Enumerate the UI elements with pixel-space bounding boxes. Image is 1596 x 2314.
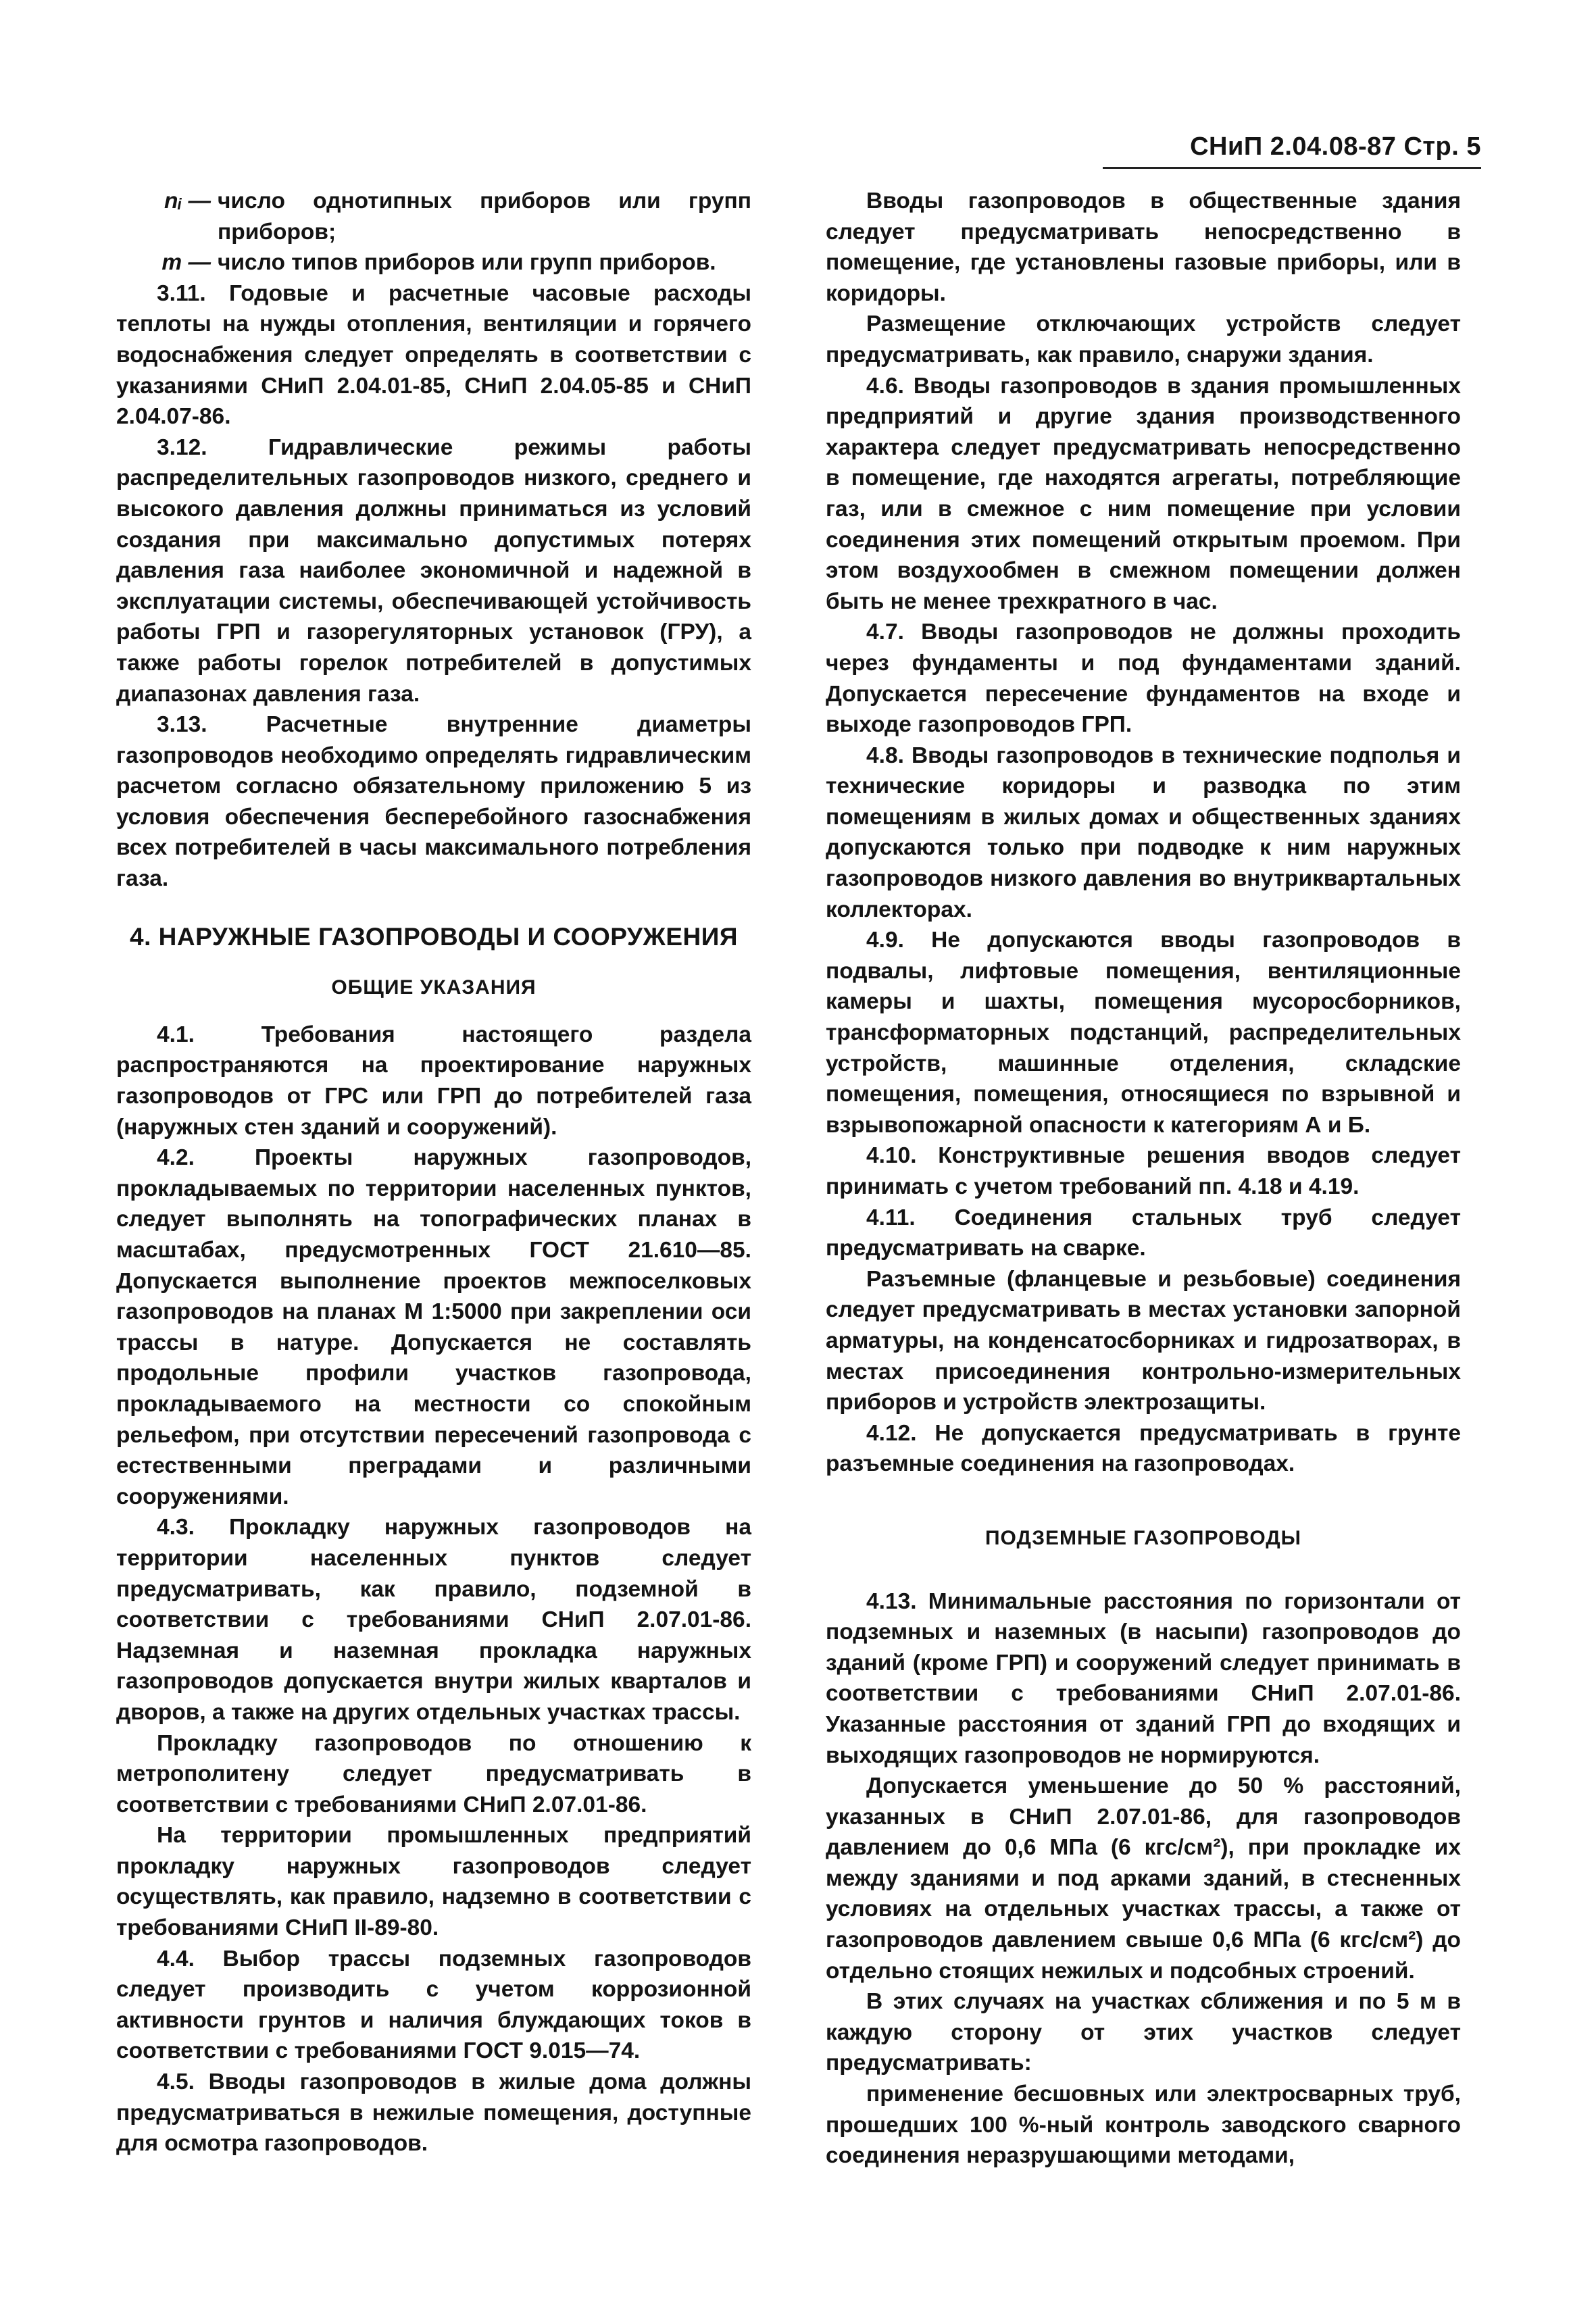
paragraph-4-13: 4.13. Минимальные расстояния по горизонтали от подземных и наземных (в насыпи) газопроводов до зданий (кроме ГРП) и сооружений следует принимать в соответствии с требованиями СНиП 2.07.01-86. Указанные расстояния от зданий ГРП до входящих и выходящих газопроводов не нормируются.	[826, 1588, 1461, 1768]
paragraph-4-13-pipes: применение бесшовных или электросварных труб, прошедших 100 %-ный контроль заводского сварного соединения неразрушающими методами,	[826, 2082, 1461, 2169]
paragraph-4-3-industrial: На территории промышленных предприятий прокладку наружных газопроводов следует осуществлять, как правило, надземно в соответствии с требованиями СНиП II-89-80.	[116, 1823, 751, 1941]
definition-ni	[116, 186, 751, 247]
paragraph-4-2: 4.2. Проекты наружных газопроводов, прокладываемых по территории населенных пунктов, следует выполнять на топографических планах в масштабах, предусмотренных ГОСТ 21.610—85. Допускается выполнение проектов межпоселковых газопроводов на планах М 1:5000 при закреплении оси трассы в натуре. Допускается не составлять продольные профили участков газопровода, прокладываемого на местности со спокойным рельефом, при отсутствии пересечений газопровода с естественными преградами и различными сооружениями.	[116, 1145, 751, 1509]
paragraph-4-5-valves: Размещение отключающих устройств следует предусматривать, как правило, снаружи здания.	[826, 311, 1461, 368]
subsection-heading: ОБЩИЕ УКАЗАНИЯ	[331, 976, 537, 999]
paragraph-4-12: 4.12. Не допускается предусматривать в грунте разъемные соединения на газопроводах.	[826, 1420, 1461, 1477]
section-heading: 4. НАРУЖНЫЕ ГАЗОПРОВОДЫ И СООРУЖЕНИЯ	[130, 922, 738, 951]
paragraph-3-13: 3.13. Расчетные внутренние диаметры газопроводов необходимо определять гидравлическим расчетом согласно обязательному приложению 5 из условия обеспечения бесперебойного газоснабжения всех потребителей в часы максимального потребления газа.	[116, 712, 751, 892]
paragraph-4-4: 4.4. Выбор трассы подземных газопроводов следует производить с учетом коррозионной активности грунтов и наличия блуждающих токов в соответствии с требованиями ГОСТ 9.015—74.	[116, 1946, 751, 2064]
definition-symbol: nᵢ —	[164, 188, 211, 213]
paragraph-4-7: 4.7. Вводы газопроводов не должны проходить через фундаменты и под фундаментами зданий. Допускается пересечение фундаментов на входе и выходе газопроводов ГРП.	[826, 620, 1461, 738]
paragraph-3-12: 3.12. Гидравлические режимы работы распределительных газопроводов низкого, среднего и высокого давления должны приниматься из условий создания при максимально допустимых потерях давления газа наиболее экономичной и надежной в эксплуатации системы, обеспечивающей устойчивость работы ГРП и газорегуляторных установок (ГРУ), а также работы горелок потребителей в допустимых диапазонах давления газа.	[116, 434, 751, 707]
paragraph-4-10: 4.10. Конструктивные решения вводов следует принимать с учетом требований пп. 4.18 и 4.19.	[826, 1143, 1461, 1199]
left-column	[116, 186, 751, 2159]
paragraph-4-13-cases: В этих случаях на участках сближения и по 5 м в каждую сторону от этих участков следует предусматривать:	[826, 1989, 1461, 2076]
definition-m	[116, 247, 751, 278]
paragraph-4-5: 4.5. Вводы газопроводов в жилые дома должны предусматриваться в нежилые помещения, доступные для осмотра газопроводов.	[116, 2069, 751, 2157]
definition-symbol: m —	[161, 250, 211, 276]
subsection-heading: ПОДЗЕМНЫЕ ГАЗОПРОВОДЫ	[984, 1526, 1302, 1549]
paragraph-3-11: 3.11. Годовые и расчетные часовые расходы теплоты на нужды отопления, вентиляции и горячего водоснабжения следует определять в соответствии с указаниями СНиП 2.04.01-85, СНиП 2.04.05-85 и СНиП 2.04.07-86.	[116, 280, 751, 430]
paragraph-4-3-metro: Прокладку газопроводов по отношению к метрополитену следует предусматривать в соответствии с требованиями СНиП 2.07.01-86.	[116, 1730, 751, 1817]
running-head: СНиП 2.04.08-87 Стр. 5	[1103, 132, 1481, 169]
definition-text: число однотипных приборов или групп приборов;	[218, 188, 751, 245]
paragraph-4-9: 4.9. Не допускаются вводы газопроводов в подвалы, лифтовые помещения, вентиляционные камеры и шахты, помещения мусоросборников, трансформаторных подстанций, распределительных устройств, машинные отделения, складские помещения, помещения, относящиеся по взрывной и взрывопожарной опасности к категориям А и Б.	[826, 928, 1461, 1138]
right-column	[826, 186, 1461, 2171]
paragraph-4-6: 4.6. Вводы газопроводов в здания промышленных предприятий и другие здания производственного характера следует предусматривать непосредственно в помещение, где находятся агрегаты, потребляющие газ, или в смежное с ним помещение при условии соединения этих помещений открытым проемом. При этом воздухообмен в смежном помещении должен быть не менее трехкратного в час.	[826, 373, 1461, 614]
paragraph-4-5-public: Вводы газопроводов в общественные здания следует предусматривать непосредственно в помещение, где установлены газовые приборы, или в коридоры.	[826, 188, 1461, 306]
paragraph-4-11: 4.11. Соединения стальных труб следует предусматривать на сварке.	[826, 1205, 1461, 1261]
paragraph-4-11-flanged: Разъемные (фланцевые и резьбовые) соединения следует предусматривать в местах установки запорной арматуры, на конденсатосборниках и гидрозатворах, в местах присоединения контрольно-измерительных приборов и устройств электрозащиты.	[826, 1266, 1461, 1415]
paragraph-4-13-reduction: Допускается уменьшение до 50 % расстояний, указанных в СНиП 2.07.01-86, для газопроводов давлением до 0,6 МПа (6 кгс/см²), при прокладке их между зданиями и под арками зданий, в стесненных условиях на отдельных участках трассы, а также от газопроводов давлением свыше 0,6 МПа (6 кгс/см²) до отдельно стоящих нежилых и подсобных строений.	[826, 1774, 1461, 1984]
paragraph-4-3: 4.3. Прокладку наружных газопроводов на территории населенных пунктов следует предусматривать, как правило, подземной в соответствии с требованиями СНиП 2.07.01-86. Надземная и наземная прокладка наружных газопроводов допускается внутри жилых кварталов и дворов, а также на других отдельных участках трассы.	[116, 1515, 751, 1725]
paragraph-4-1: 4.1. Требования настоящего раздела распространяются на проектирование наружных газопроводов от ГРС или ГРП до потребителей газа (наружных стен зданий и сооружений).	[116, 1022, 751, 1140]
definition-text: число типов приборов или групп приборов.	[218, 250, 716, 276]
paragraph-4-8: 4.8. Вводы газопроводов в технические подполья и технические коридоры и разводка по этим помещениям в жилых домах и общественных зданиях допускаются только при подводке к ним наружных газопроводов низкого давления во внутриквартальных коллекторах.	[826, 743, 1461, 922]
